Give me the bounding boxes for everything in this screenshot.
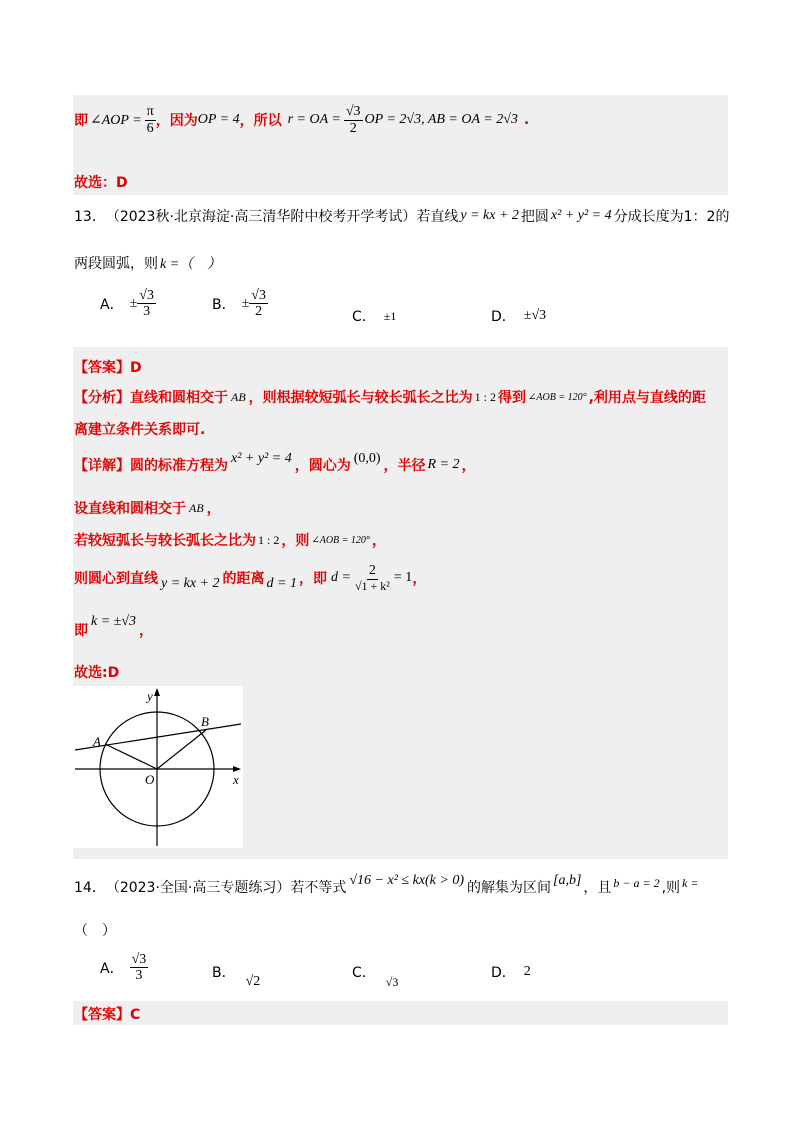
step4-text: 即 (74, 623, 88, 639)
detail-c: ，半径 (383, 458, 426, 474)
option-den: 3 (135, 968, 143, 984)
q14-stem-d: ,则 (661, 880, 681, 896)
label-y: y (147, 688, 153, 704)
option-prefix: ± (241, 295, 250, 311)
q14-option-d[interactable] (491, 962, 531, 982)
q13-analysis-line1 (74, 387, 706, 407)
step3-num: 2 (368, 563, 376, 579)
analysis-c: 得到 (498, 390, 527, 406)
option-label: C． (352, 309, 376, 325)
option-value: ±√3 (523, 308, 547, 323)
q14-inequality: √16 − x² ≤ kx(k > 0) (349, 873, 464, 888)
step3-d: d = 1 (266, 576, 297, 591)
analysis-d: ,利用点与直线的距 (588, 390, 706, 406)
option-value: ±1 (383, 308, 397, 323)
step2-ratio: 1 : 2 (258, 532, 280, 547)
q13-circle-eq: x² + y² = 4 (550, 208, 612, 223)
step1-ab: AB (189, 500, 204, 515)
step4-k: k = ±√3 (91, 614, 137, 629)
text-because: ，因为 (155, 113, 198, 129)
option-num: √3 (251, 288, 266, 303)
q13-detail-line1 (74, 450, 476, 480)
r-num: √3 (345, 104, 361, 120)
q14-option-b[interactable] (212, 962, 261, 989)
step2-angle: ∠AOB = 120° (311, 534, 370, 546)
q13-analysis-line2: 离建立条件关系即可. (74, 422, 206, 438)
step1-end: ， (206, 501, 221, 517)
q14-condition: b − a = 2 (613, 875, 660, 890)
detail-a: 圆的标准方程为 (130, 458, 228, 474)
option-label: D． (491, 309, 516, 325)
step3-fraction (353, 563, 392, 593)
q13-step4 (74, 612, 154, 639)
radius-oa (105, 744, 157, 769)
q14-k-eq: k = (682, 875, 699, 890)
aop-num: π (146, 104, 154, 120)
label-x: x (233, 772, 239, 787)
step3-den: √1 + k² (354, 578, 390, 593)
q14-option-c[interactable] (352, 962, 399, 989)
aop-fraction (145, 104, 156, 136)
label-o: O (145, 772, 155, 787)
aop-den: 6 (146, 120, 154, 136)
label-a: A (93, 734, 101, 749)
option-label: A． (100, 960, 124, 977)
step2-end: ， (371, 533, 386, 549)
q13-option-a[interactable] (100, 288, 156, 320)
q14-number: 14． (74, 880, 106, 896)
option-num: √3 (139, 288, 154, 303)
q13-number: 13． (74, 209, 106, 225)
op-eq: OP = 4 (197, 112, 240, 127)
option-den: 2 (255, 304, 263, 320)
step3-b: 的距离 (222, 571, 265, 587)
q13-source: （2023秋·北京海淀·高三清华附中校考开学考试） (105, 209, 417, 225)
step3-line: y = kx + 2 (161, 576, 220, 591)
detail-circle: x² + y² = 4 (231, 451, 292, 466)
text-ji: 即 (74, 113, 88, 129)
option-value: √2 (245, 974, 261, 989)
text-so: ，所以 (239, 113, 282, 129)
step2-b: ，则 (281, 533, 310, 549)
period: . (523, 112, 530, 128)
detail-b: ，圆心为 (294, 458, 351, 474)
analysis-ab: AB (231, 389, 246, 404)
option-label: D． (491, 965, 516, 981)
analysis-a: 直线和圆相交于 (130, 390, 228, 406)
q14-stem-line1 (74, 872, 699, 902)
q13-k-eq: k =（ ） (160, 257, 222, 272)
analysis-ratio: 1 : 2 (474, 389, 497, 404)
q14-answer: 【答案】C (74, 1007, 141, 1023)
option-fraction (137, 288, 156, 320)
y-axis-arrow (154, 688, 160, 696)
aop-lhs: ∠AOP = (90, 112, 142, 128)
option-label: A． (100, 296, 124, 313)
detail-label: 【详解】 (74, 458, 130, 474)
option-label: B． (212, 965, 236, 981)
option-value: √3 (385, 974, 399, 989)
q14-stem-b: 的解集为区间 (467, 880, 551, 896)
step4-end: ， (139, 623, 154, 639)
step2-text: 若较短弧长与较长弧长之比为 (74, 533, 256, 549)
option-label: C． (352, 965, 376, 981)
top-choice: 故选：D (74, 175, 128, 191)
option-fraction (249, 288, 268, 320)
detail-center: (0,0) (353, 451, 381, 466)
analysis-angle: ∠AOB = 120° (528, 391, 587, 403)
top-solution-line (74, 100, 529, 140)
label-b: B (201, 714, 209, 729)
q13-step1 (74, 498, 221, 518)
q14-option-a[interactable] (100, 952, 148, 984)
q13-stem-c: 分成长度为1：2的 (613, 209, 730, 225)
q13-step2 (74, 530, 386, 550)
q13-stem-line2-text: 两段圆弧，则 (74, 256, 158, 272)
r-den: 2 (349, 120, 357, 136)
option-value: 2 (523, 964, 531, 979)
detail-d: ， (461, 458, 476, 474)
q13-step3 (74, 556, 426, 600)
r-fraction (344, 104, 363, 136)
q14-paren: （ ） (74, 923, 116, 939)
step3-end: ， (412, 571, 427, 587)
q13-stem-a: 若直线 (416, 209, 459, 225)
step3-text: 则圆心到直线 (74, 571, 158, 587)
circle-line-figure (73, 686, 243, 848)
analysis-b: ，则根据较短弧长与较长弧长之比为 (248, 390, 473, 406)
q14-stem-c: ，且 (583, 880, 612, 896)
option-num: √3 (131, 952, 147, 967)
step3-rhs: = 1 (393, 570, 413, 585)
q13-stem-line1 (74, 206, 728, 226)
analysis-label: 【分析】 (74, 390, 130, 406)
detail-radius: R = 2 (427, 457, 460, 472)
q13-choice: 故选:D (74, 665, 120, 681)
r-lhs: r = OA = (287, 112, 341, 127)
option-prefix: ± (129, 295, 138, 311)
step3-c: ，即 (299, 571, 327, 587)
q13-line-eq: y = kx + 2 (460, 208, 519, 223)
q14-stem-a: 若不等式 (290, 880, 347, 896)
step1-text: 设直线和圆相交于 (74, 501, 186, 517)
option-den: 3 (143, 304, 151, 320)
option-label: B． (212, 296, 236, 313)
q13-option-d[interactable] (491, 306, 546, 326)
q13-answer: 【答案】D (74, 360, 142, 376)
answer-panel-q14 (73, 1001, 728, 1025)
step3-dlhs: d = (331, 570, 351, 585)
q13-stem-line2 (74, 253, 221, 273)
q13-option-b[interactable] (212, 288, 268, 320)
q13-stem-b: 把圆 (520, 209, 549, 225)
q14-source: （2023·全国·高三专题练习） (105, 880, 291, 896)
q14-interval: [a,b] (553, 873, 582, 888)
q13-option-c[interactable] (352, 306, 396, 326)
option-fraction (130, 952, 149, 984)
r-rhs: OP = 2√3, AB = OA = 2√3 (364, 112, 518, 127)
